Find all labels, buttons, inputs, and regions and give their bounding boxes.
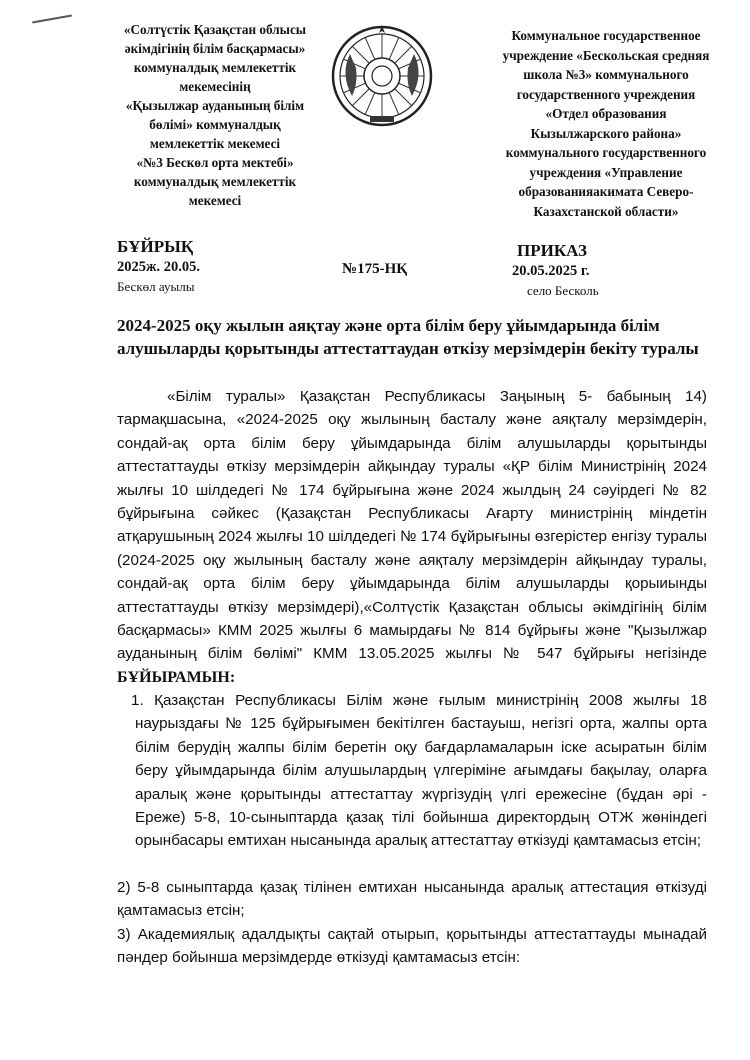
header-right-line: школа №3» коммунального [523, 67, 689, 82]
order-place-kz: Бескөл ауылы [117, 279, 195, 294]
order-type-ru: ПРИКАЗ [517, 241, 587, 260]
list-item: 2) 5-8 сыныптарда қазақ тілінен емтихан нысанында аралық аттестация өткізуді қамтамасыз етсін; [117, 879, 707, 920]
preamble-text: «Білім туралы» Қазақстан Республикасы Заңының 5- бабының 14) тармақшасына, «2024-2025 оқу жылының басталу және аяқталу мерзімдерін, сондай-ақ орта білім беру ұйымдарында білім алушыларды қорытынды аттестаттауды өткізу мерзімдерін айқындау туралы «ҚР білім Министрінің 2024 жылғы 10 шілдедегі № 174 бұйрығына және 2024 жылдың 24 сәуірдегі № 82 бұйрығына сәйкес (Қазақстан Республикасы Ағарту министрінің міндетін атқарушының 2024 жылғы 10 шілдедегі № 174 бұйрығыны өзгерістер енгізу туралы (2024-2025 оқу жылының басталу және аяқталу мерзімдерін айқындау туралы, сондай-ақ орта білім беру ұйымдарында білім алушыларды қорыиынды аттестаттауды өткізу мерзімдері),«Солтүстік Қазақстан облысы әкімдігінің білім басқармасы» КММ 2025 жылғы 6 мамырдағы № 814 бұйрығы және "Қызылжар ауданының білім бөлімі" КММ 13.05.2025 жылғы № 547 бұйрығы негізінде [117, 388, 707, 663]
header-left-line: «Солтүстік Қазақстан облысы [123, 22, 307, 37]
header-right-line: образованияакимата Северо- [518, 184, 694, 199]
header-right-line: государственного учреждения [516, 86, 696, 102]
list-item: 1. Қазақстан Республикасы Білім және ғылым министрінің 2008 жылғы 18 наурыздағы № 125 бұйрығымен бекітілген бастауыш, негізгі орта, жалпы орта білім берудің жалпы білім беретін оқу бағдарламаларын іске асыратын білім беру ұйымдарында білім алушылардың үлгеріміне ағымдағы бақылау, оларға аралық және қорытынды аттестаттау жүргізудің үлгі ережесіне (бұдан әрі - Ереже) 5-8, 10-сыныптарда қазақ тілі бойынша директордың ОТЖ жөніндегі орынбасары емтихан нысанында аралық аттестаттау өткізуді қамтамасыз етсін; [131, 692, 707, 850]
header-left-line: әкімдігінің білім басқармасы» [124, 41, 306, 56]
header-right-line: коммунального государственного [505, 145, 707, 160]
order-number: №175-НҚ [342, 261, 408, 277]
list-item: 3) Академиялық адалдықты сақтай отырып, қорытынды аттестаттауды мынадай пәндер бойынша мерзімдерде өткізуді қамтамасыз етсін: [117, 926, 707, 967]
header-left-kazakh [90, 20, 340, 210]
scan-artifact-line [32, 15, 72, 24]
document-title: 2024-2025 оқу жылын аяқтау және орта білім беру ұйымдарында білім алушыларды қорытынды аттестаттаудан өткізу мерзімдерін бекіту туралы [117, 316, 699, 358]
header-right-line: учреждения «Управление [529, 164, 683, 180]
state-emblem-icon [330, 24, 434, 128]
header-left-line: «Қызылжар ауданының білім [125, 98, 305, 113]
header-left-line: бөлімі» коммуналдық [149, 117, 281, 132]
header-left-line: мекемесі [188, 193, 242, 208]
preamble-paragraph [117, 385, 707, 689]
header-left-line: коммуналдық мемлекеттік [133, 174, 297, 189]
header-right-line: Казахстанской области» [533, 203, 679, 219]
directive-word: БҰЙЫРАМЫН: [117, 668, 236, 686]
order-date-ru: 20.05.2025 г. [512, 263, 590, 279]
header-right-russian [486, 26, 726, 221]
header-left-line: коммуналдық мемлекеттік [133, 60, 297, 75]
order-date-kz: 2025ж. 20.05. [117, 259, 201, 275]
header-left-line: мемлекеттік мекемесі [149, 136, 281, 151]
order-type-kz: БҰЙРЫҚ [117, 237, 194, 256]
header-left-line: «№3 Бескөл орта мектебі» [136, 155, 294, 170]
order-place-ru: село Бесколь [527, 283, 599, 298]
header-right-line: учреждение «Бескольская средняя [502, 47, 710, 63]
header-left-line: мекемесінің [179, 79, 251, 94]
header-right-line: Коммунальное государственное [511, 28, 701, 43]
header-right-line: Кызылжарского района» [530, 125, 682, 141]
header-right-line: «Отдел образования [545, 106, 667, 121]
